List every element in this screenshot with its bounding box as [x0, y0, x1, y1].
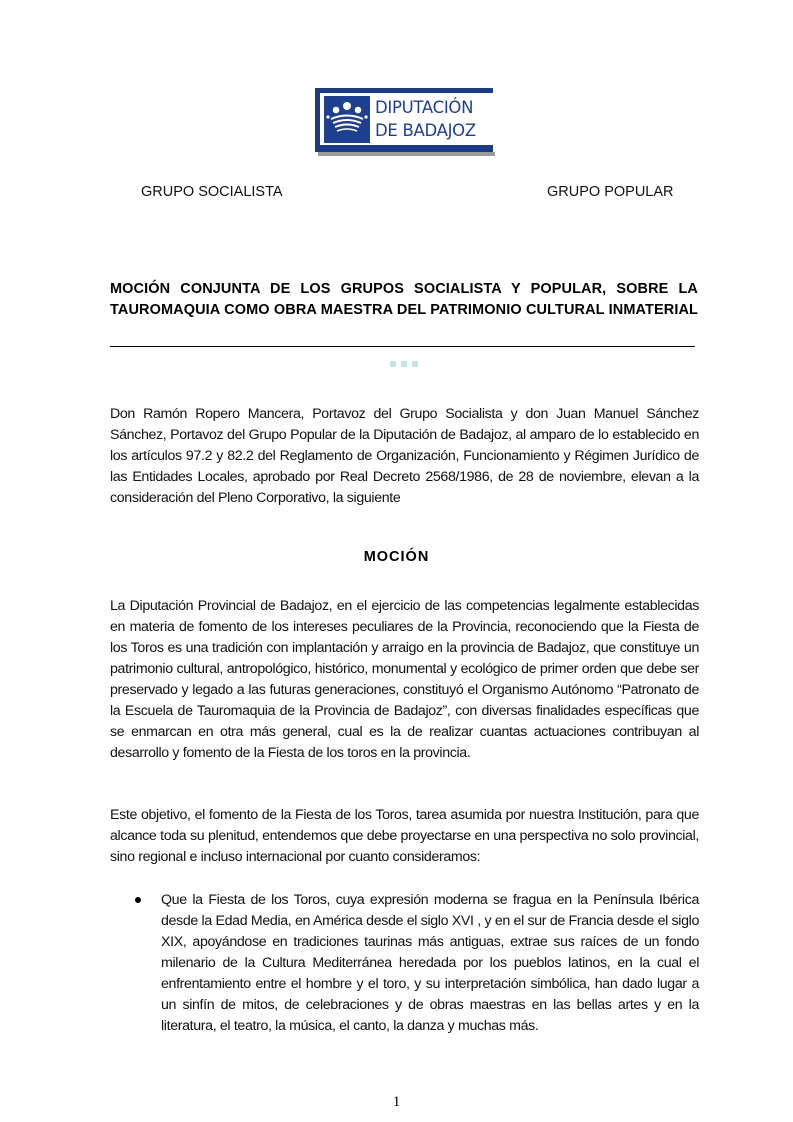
- crown-emblem-icon: [324, 96, 370, 143]
- diputacion-badajoz-logo: [315, 88, 493, 152]
- title-divider: [110, 346, 695, 347]
- body-paragraph-1: La Diputación Provincial de Badajoz, en el ejercicio de las competencias legalmente establecidas en materia de fomento de los intereses peculiares de la Provincia, reconociendo que la Fiesta de los Toros es una tradición con implantación y arraigo en la provincia de Badajoz, que constituye un patrimonio cultural, antropológico, histórico, monumental y ecológico de primer orden que debe ser preservado y legado a las futuras generaciones, constituyó el Organismo Autónomo “Patronato de la Escuela de Tauromaquia de la Provincia de Badajoz”, con diversas finalidades específicas que se enmarcan en otra más general, cual es la de realizar cuantas actuaciones contribuyan al desarrollo y fomento de la Fiesta de los toros en la provincia.: [110, 598, 699, 761]
- logo-shadow: [318, 152, 495, 156]
- logo-line-2: DE BADAJOZ: [375, 121, 476, 140]
- logo-wordmark: [375, 96, 476, 142]
- considerations-list: [110, 890, 699, 1037]
- body-paragraph-2: Este objetivo, el fomento de la Fiesta de los Toros, tarea asumida por nuestra Institución, para que alcance toda su plenitud, entendemos que debe proyectarse en una perspectiva no solo provincial, sino regional e incluso internacional por cuanto consideramos:: [110, 807, 699, 865]
- title-line-1: MOCIÓN CONJUNTA DE LOS GRUPOS SOCIALISTA Y POPULAR, SOBRE LA: [110, 281, 698, 297]
- logo-line-1: DIPUTACIÓN: [375, 98, 474, 117]
- separator-dot: [390, 361, 396, 367]
- list-item: [110, 890, 699, 1037]
- group-socialista-label: GRUPO SOCIALISTA: [141, 184, 283, 200]
- section-title-mocion: MOCIÓN: [363, 549, 430, 565]
- bullet-icon: [135, 897, 141, 903]
- separator-dot: [412, 361, 418, 367]
- title-line-2: TAUROMAQUIA COMO OBRA MAESTRA DEL PATRIMONIO CULTURAL INMATERIAL: [110, 302, 698, 318]
- group-popular-label: GRUPO POPULAR: [547, 184, 674, 200]
- separator-dots: [390, 361, 418, 368]
- list-item-text: Que la Fiesta de los Toros, cuya expresión moderna se fragua en la Península Ibérica desde la Edad Media, en América desde el siglo XVI , y en el sur de Francia desde el siglo XIX, apoyándose en tradiciones taurinas más antiguas, extrae sus raíces de un fondo milenario de la Cultura Mediterránea heredada por los pueblos latinos, en la cual el enfrentamiento entre el hombre y el toro, y su interpretación simbólica, han dado lugar a un sinfín de mitos, de celebraciones y de obras maestras en las bellas artes y en la literatura, el teatro, la música, el canto, la danza y muchas más.: [161, 892, 699, 1034]
- intro-paragraph: Don Ramón Ropero Mancera, Portavoz del Grupo Socialista y don Juan Manuel Sánchez Sánchez, Portavoz del Grupo Popular de la Diputación de Badajoz, al amparo de lo establecido en los artículos 97.2 y 82.2 del Reglamento de Organización, Funcionamiento y Régimen Jurídico de las Entidades Locales, aprobado por Real Decreto 2568/1986, de 28 de noviembre, elevan a la consideración del Pleno Corporativo, la siguiente: [110, 406, 699, 506]
- separator-dot: [401, 361, 407, 367]
- document-title: [110, 279, 698, 321]
- page-number: 1: [392, 1094, 401, 1110]
